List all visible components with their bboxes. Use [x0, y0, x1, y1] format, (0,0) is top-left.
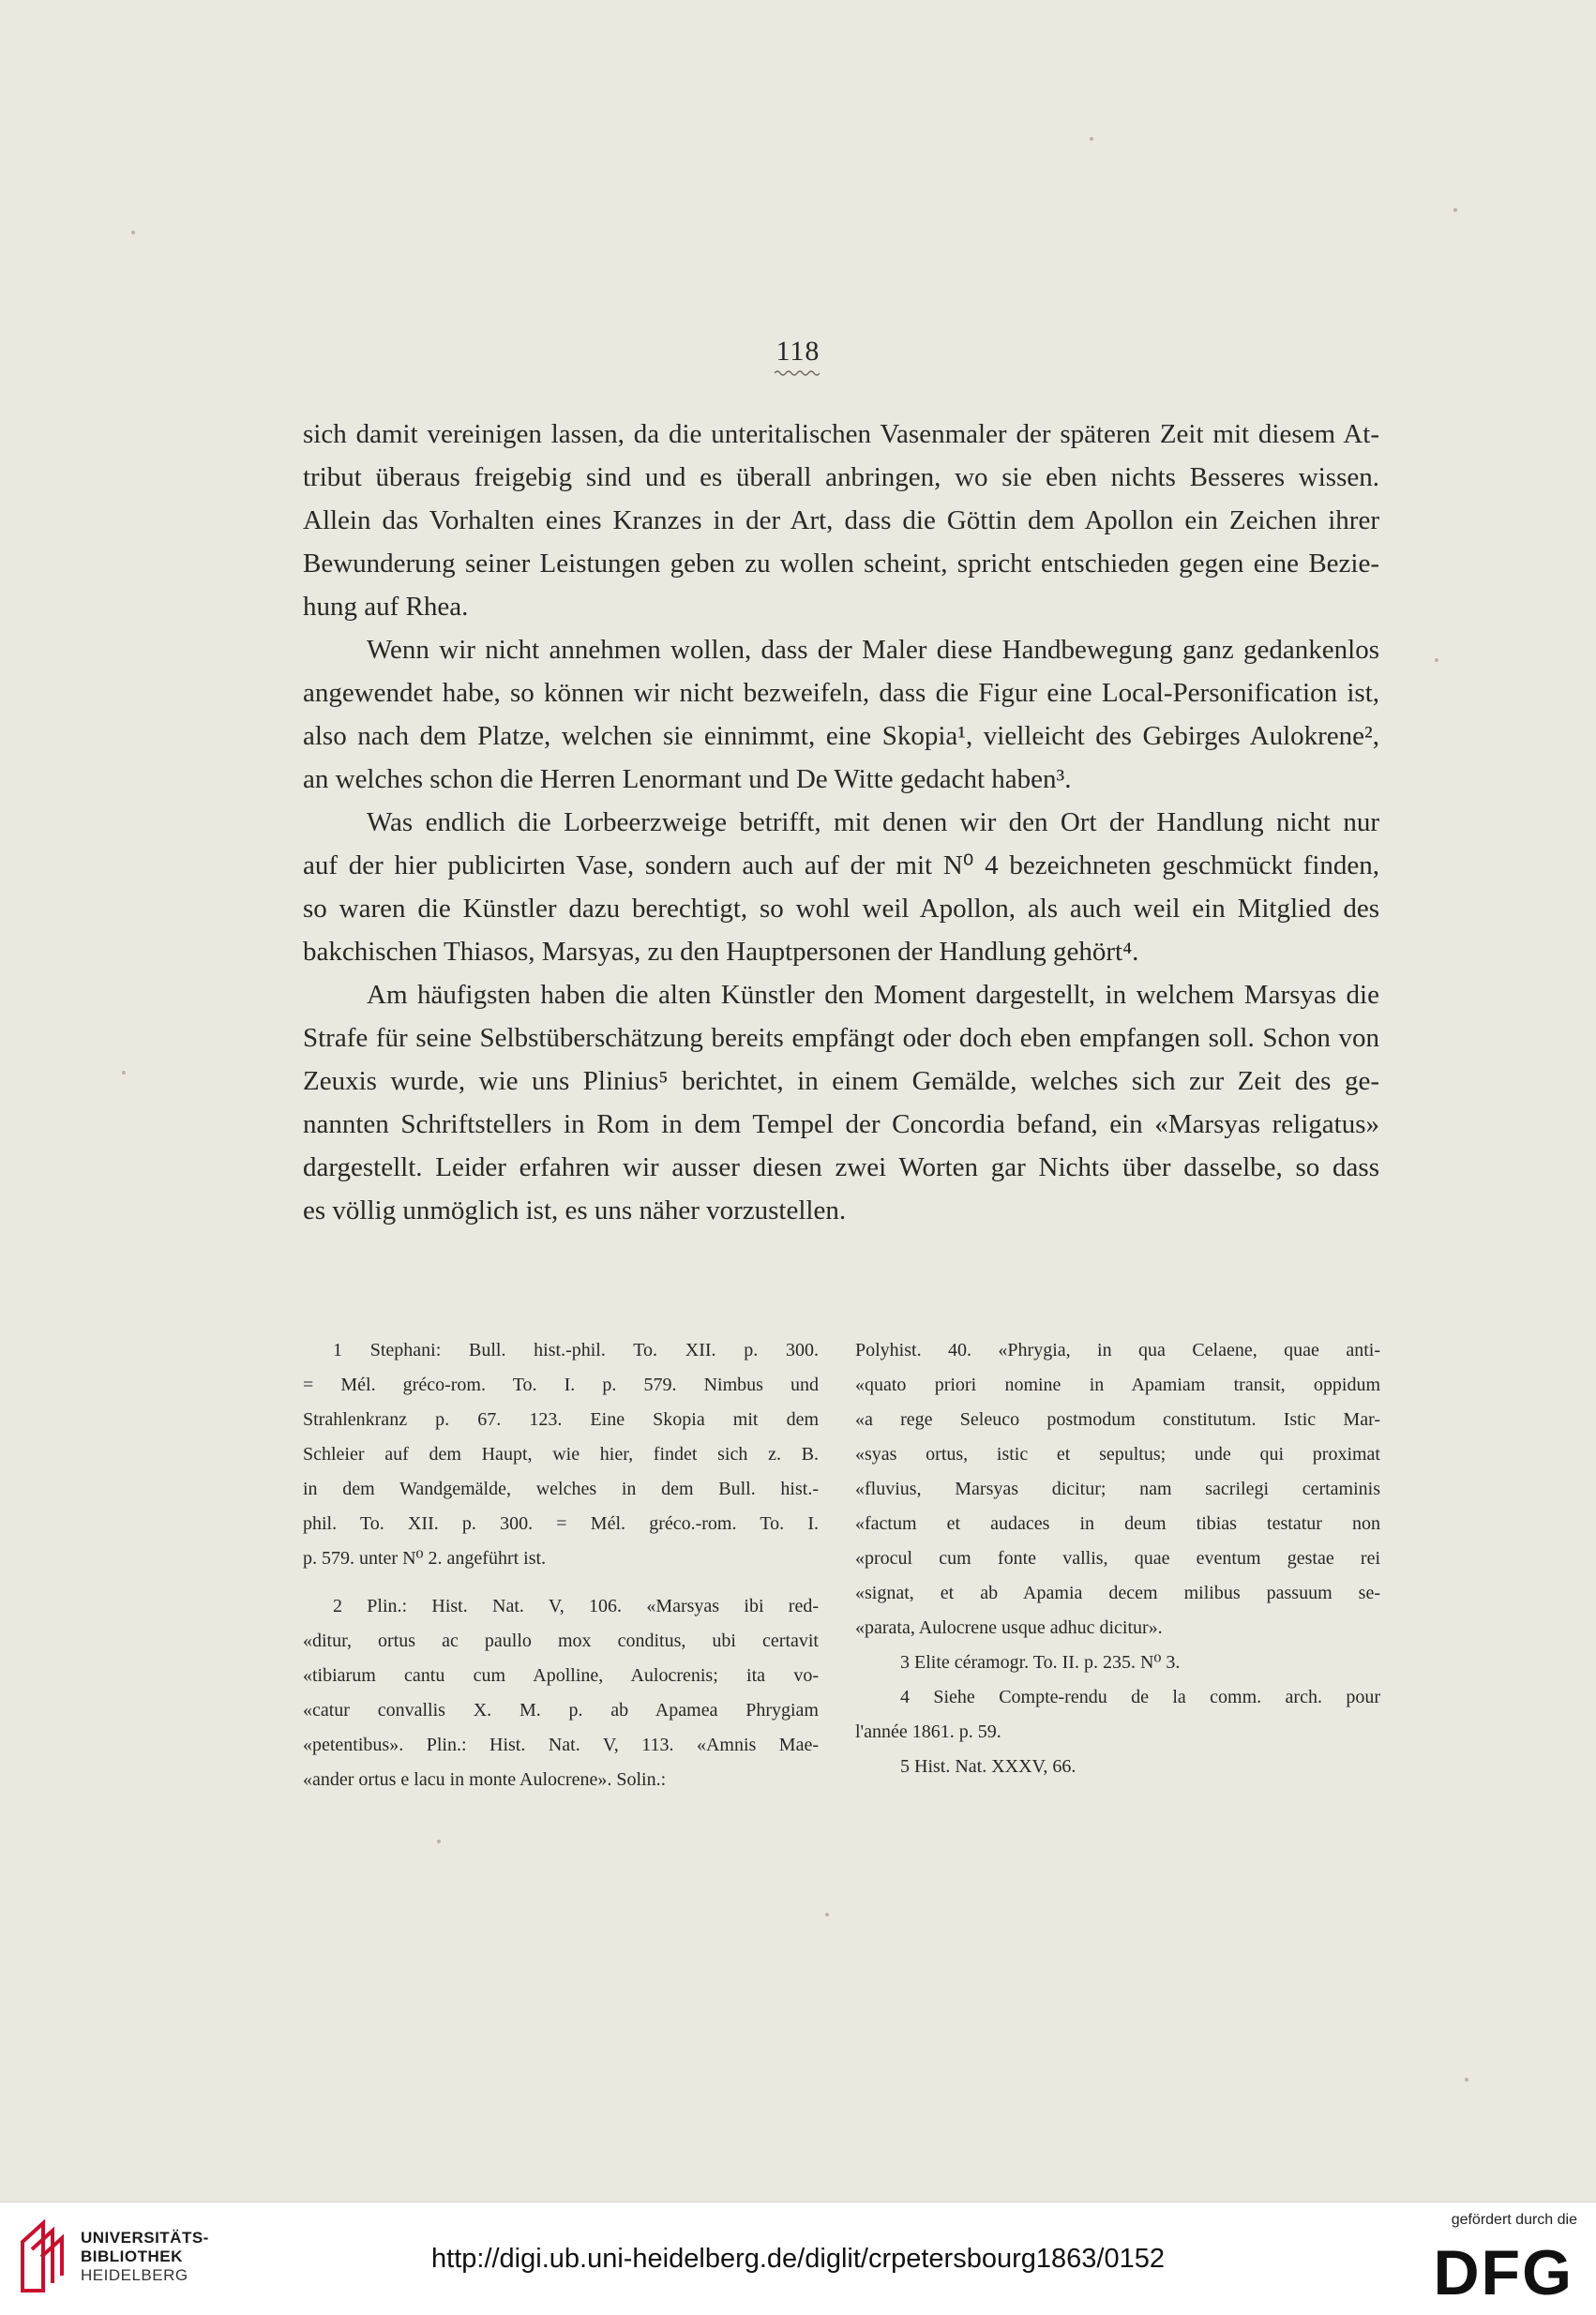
text-line: 1 Stephani: Bull. hist.-phil. To. XII. p. 300.: [333, 1340, 819, 1360]
text-line: p. 579. unter N⁰ 2. angeführt ist.: [303, 1548, 547, 1569]
text-line: bakchischen Thiasos, Marsyas, zu den Hauptpersonen der Handlung gehört⁴.: [303, 937, 1139, 967]
paper-speck: [1453, 208, 1457, 212]
footnotes-left-column: [303, 1333, 819, 1797]
text-line: «signat, et ab Apamia decem milibus passuum se-: [855, 1583, 1380, 1603]
text-line: «ditur, ortus ac paullo mox conditus, ubi certavit: [303, 1631, 819, 1651]
text-line: es völlig unmöglich ist, es uns näher vorzustellen.: [303, 1195, 847, 1225]
text-line: an welches schon die Herren Lenormant und De Witte gedacht haben³.: [303, 764, 1072, 794]
text-line: «parata, Aulocrene usque adhuc dicitur».: [855, 1617, 1163, 1638]
text-line: auf der hier publicirten Vase, sondern auch auf der mit N⁰ 4 bezeichneten geschmückt finden,: [303, 850, 1379, 880]
footnotes-right-column: [855, 1333, 1380, 1784]
text-line: Zeuxis wurde, wie uns Plinius⁵ berichtet, in einem Gemälde, welches sich zur Zeit des ge-: [303, 1066, 1379, 1096]
library-name-line: UNIVERSITÄTS-: [81, 2229, 209, 2247]
text-line: «tibiarum cantu cum Apolline, Aulocrenis; ita vo-: [303, 1665, 819, 1686]
permalink-url[interactable]: http://digi.ub.uni-heidelberg.de/diglit/crpetersbourg1863/0152: [431, 2244, 1165, 2274]
text-line: 4 Siehe Compte-rendu de la comm. arch. pour: [900, 1687, 1380, 1707]
text-line: «fluvius, Marsyas dicitur; nam sacrilegi certaminis: [855, 1479, 1380, 1499]
text-line: tribut überaus freigebig sind und es überall anbringen, wo sie eben nichts Besseres wissen.: [303, 462, 1379, 492]
text-line: Schleier auf dem Haupt, wie hier, findet sich z. B.: [303, 1444, 819, 1465]
text-line: l'année 1861. p. 59.: [855, 1721, 1001, 1742]
text-line: 5 Hist. Nat. XXXV, 66.: [900, 1756, 1077, 1777]
paper-speck: [1090, 137, 1093, 141]
text-line: Strafe für seine Selbstüberschätzung bereits empfängt oder doch eben empfangen soll. Schon von: [303, 1023, 1379, 1053]
page-number: 118: [775, 336, 821, 367]
text-line: 2 Plin.: Hist. Nat. V, 106. «Marsyas ibi red-: [333, 1596, 819, 1616]
text-line: «ander ortus e lacu in monte Aulocrene». Solin.:: [303, 1769, 667, 1790]
text-line: Was endlich die Lorbeerzweige betrifft, mit denen wir den Ort der Handlung nicht nur: [367, 807, 1379, 837]
text-line: also nach dem Platze, welchen sie einnimmt, eine Skopia¹, vielleicht des Gebirges Aulokrene²,: [303, 721, 1379, 751]
text-line: Wenn wir nicht annehmen wollen, dass der Maler diese Handbewegung ganz gedankenlos: [367, 635, 1379, 665]
text-line: «procul cum fonte vallis, quae eventum gestae rei: [855, 1548, 1380, 1569]
text-line: 3 Elite céramogr. To. II. p. 235. N⁰ 3.: [900, 1652, 1181, 1673]
text-line: Strahlenkranz p. 67. 123. Eine Skopia mit dem: [303, 1409, 819, 1430]
text-line: «quato priori nomine in Apamiam transit, oppidum: [855, 1375, 1380, 1395]
library-name-line: HEIDELBERG: [81, 2266, 188, 2284]
body-text: [303, 413, 1379, 1232]
text-line: «catur convallis X. M. p. ab Apamea Phrygiam: [303, 1700, 819, 1721]
text-line: Allein das Vorhalten eines Kranzes in der Art, dass die Göttin dem Apollon ein Zeichen ihrer: [303, 505, 1379, 535]
text-line: Bewunderung seiner Leistungen geben zu wollen scheint, spricht entschieden gegen eine Bezie-: [303, 549, 1379, 579]
text-line: Am häufigsten haben die alten Künstler den Moment dargestellt, in welchem Marsyas die: [367, 980, 1379, 1010]
text-line: dargestellt. Leider erfahren wir ausser diesen zwei Worten gar Nichts über dasselbe, so dass: [303, 1152, 1379, 1182]
text-line: hung auf Rhea.: [303, 592, 469, 622]
text-line: «petentibus». Plin.: Hist. Nat. V, 113. «Amnis Mae-: [303, 1735, 819, 1755]
text-line: Polyhist. 40. «Phrygia, in qua Celaene, quae anti-: [855, 1340, 1380, 1360]
text-line: «factum et audaces in deum tibias testatur non: [855, 1513, 1380, 1534]
text-line: nannten Schriftstellers in Rom in dem Tempel der Concordia befand, ein «Marsyas religatus»: [303, 1109, 1379, 1139]
text-line: in dem Wandgemälde, welches in dem Bull. hist.-: [303, 1479, 819, 1499]
dfg-logo: DFG: [1433, 2237, 1573, 2308]
text-line: = Mél. gréco-rom. To. I. p. 579. Nimbus und: [303, 1375, 819, 1395]
text-line: so waren die Künstler dazu berechtigt, so wohl weil Apollon, als auch weil ein Mitglied des: [303, 894, 1379, 924]
page-number-ornament: [775, 369, 820, 377]
library-name-line: BIBLIOTHEK: [81, 2247, 183, 2265]
funder-label: gefördert durch die: [1451, 2212, 1577, 2228]
text-line: «a rege Seleuco postmodum constitutum. Istic Mar-: [855, 1409, 1380, 1430]
text-line: sich damit vereinigen lassen, da die unteritalischen Vasenmaler der späteren Zeit mit diesem At-: [303, 419, 1379, 449]
text-line: angewendet habe, so können wir nicht bezweifeln, dass die Figur eine Local-Personification ist,: [303, 678, 1379, 708]
text-line: «syas ortus, istic et sepultus; unde qui proximat: [855, 1444, 1380, 1465]
paper-speck: [122, 1071, 126, 1075]
text-line: phil. To. XII. p. 300. = Mél. gréco.-rom. To. I.: [303, 1513, 819, 1534]
paper-speck: [1465, 2078, 1468, 2082]
digitization-footer: [0, 2202, 1596, 2315]
paper-speck: [1435, 658, 1438, 662]
paper-speck: [437, 1840, 441, 1843]
paper-speck: [825, 1913, 829, 1917]
block-gap: [303, 1576, 819, 1589]
paper-speck: [131, 231, 135, 234]
